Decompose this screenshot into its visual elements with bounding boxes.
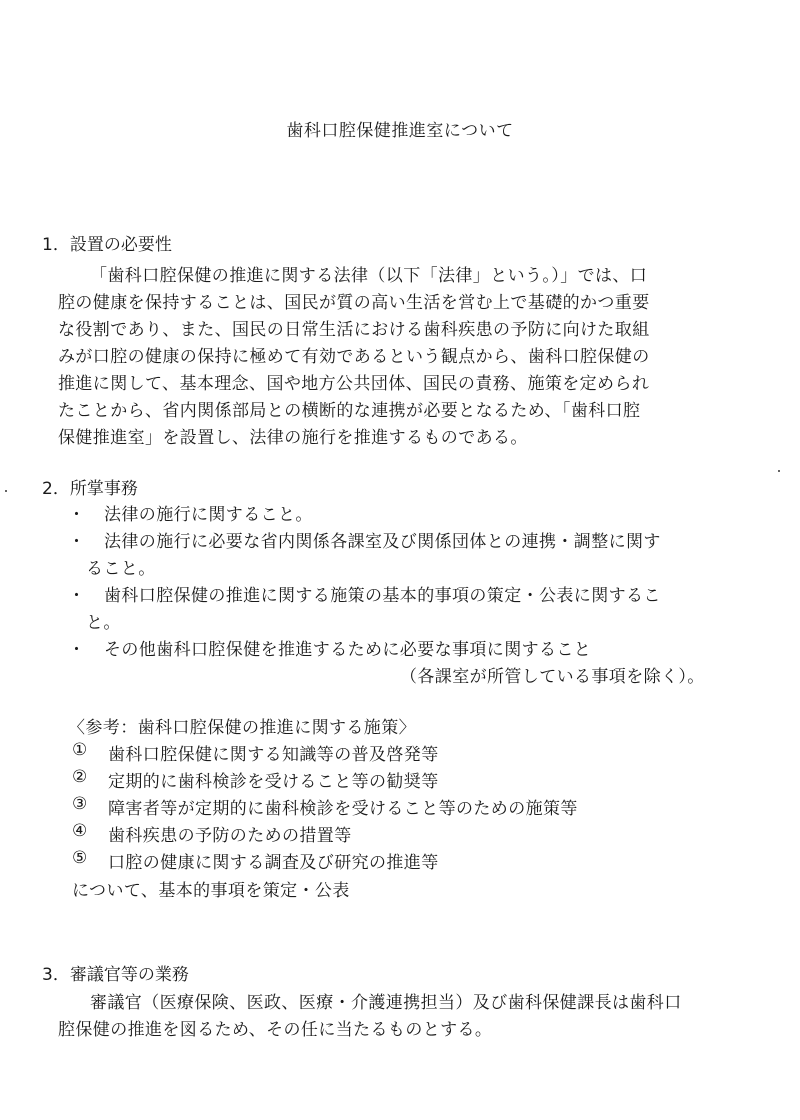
reference-item-text: 口腔の健康に関する調査及び研究の推進等 <box>108 853 439 873</box>
section1-line: 「歯科口腔保健の推進に関する法律（以下「法律」という。）」では、口 <box>90 266 648 286</box>
bullet-mark: ・ <box>68 586 85 606</box>
reference-closing: について、基本的事項を策定・公表 <box>72 881 350 901</box>
section1-line: たことから、省内関係部局との横断的な連携が必要となるため、「歯科口腔 <box>58 401 641 421</box>
reference-item-text: 障害者等が定期的に歯科検診を受けること等のための施策等 <box>108 799 578 819</box>
section3-heading: 3．審議官等の業務 <box>42 965 189 985</box>
reference-heading: 〈参考：歯科口腔保健の推進に関する施策〉 <box>68 718 416 738</box>
reference-item-number: ② <box>72 767 88 787</box>
scan-speck <box>778 470 780 472</box>
section1-line: 保健推進室」を設置し、法律の施行を推進するものである。 <box>58 428 528 448</box>
reference-item-text: 歯科疾患の予防のための措置等 <box>108 826 352 846</box>
section1-line: 推進に関して、基本理念、国や地方公共団体、国民の責務、施策を定められ <box>58 374 650 394</box>
duty-item-line: と。 <box>86 613 121 633</box>
duty-item-line: 法律の施行に必要な省内関係各課室及び関係団体との連携・調整に関す <box>104 532 661 552</box>
section3-line: 腔保健の推進を図るため、その任に当たるものとする。 <box>58 1020 493 1040</box>
document-title: 歯科口腔保健推進室について <box>286 121 514 141</box>
reference-item-number: ③ <box>72 794 88 814</box>
duty-item-line: 歯科口腔保健の推進に関する施策の基本的事項の策定・公表に関するこ <box>104 586 661 606</box>
section1-line: な役割であり、また、国民の日常生活における歯科疾患の予防に向けた取組 <box>58 320 650 340</box>
scan-speck <box>5 490 7 492</box>
duty-item-line: その他歯科口腔保健を推進するために必要な事項に関すること <box>104 640 592 660</box>
bullet-mark: ・ <box>68 640 85 660</box>
section1-line: みが口腔の健康の保持に極めて有効であるという観点から、歯科口腔保健の <box>58 347 650 367</box>
reference-item-number: ⑤ <box>72 848 88 868</box>
bullet-mark: ・ <box>68 505 85 525</box>
section3-line: 審議官（医療保険、医政、医療・介護連携担当）及び歯科保健課長は歯科口 <box>90 993 682 1013</box>
section1-line: 腔の健康を保持することは、国民が質の高い生活を営む上で基礎的かつ重要 <box>58 293 650 313</box>
reference-item-number: ④ <box>72 821 88 841</box>
reference-item-text: 定期的に歯科検診を受けること等の勧奨等 <box>108 772 439 792</box>
bullet-mark: ・ <box>68 532 85 552</box>
duty-item-line: 法律の施行に関すること。 <box>104 505 313 525</box>
reference-item-number: ① <box>72 740 88 760</box>
duty-item-line: ること。 <box>86 559 156 579</box>
section1-heading: 1．設置の必要性 <box>42 235 172 255</box>
reference-item-text: 歯科口腔保健に関する知識等の普及啓発等 <box>108 745 439 765</box>
duty-item-line: （各課室が所管している事項を除く）。 <box>400 667 705 687</box>
section2-heading: 2．所掌事務 <box>42 479 138 499</box>
